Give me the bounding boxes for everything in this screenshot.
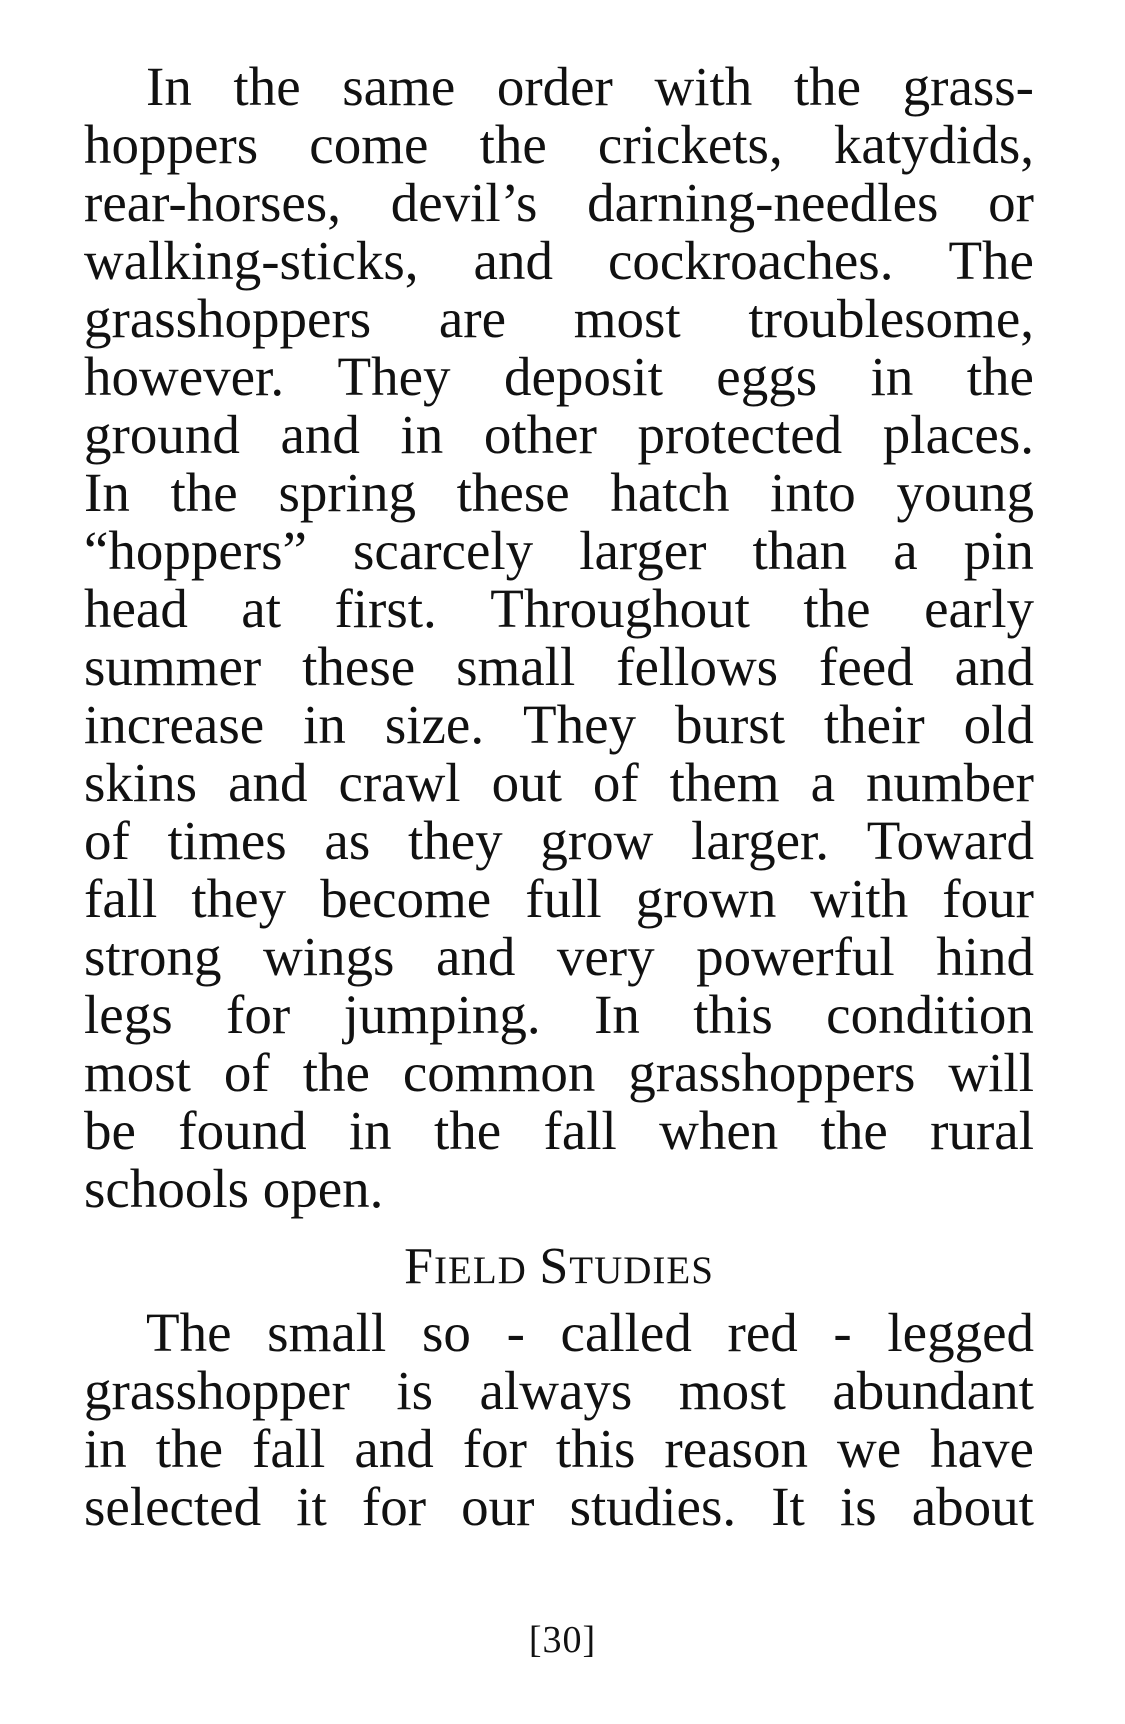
- word: darning-needles: [587, 172, 939, 233]
- word: -: [506, 1302, 525, 1363]
- text-line: [84, 1044, 1034, 1102]
- word: of: [592, 752, 639, 813]
- word: so: [422, 1302, 471, 1363]
- text-line: [84, 406, 1034, 464]
- text-line: [84, 1420, 1034, 1478]
- word: the: [434, 1100, 502, 1161]
- text-line: [84, 1160, 1034, 1218]
- text-line: [84, 116, 1034, 174]
- word: however.: [84, 346, 285, 407]
- word: fall: [543, 1100, 617, 1161]
- word: the: [793, 56, 862, 117]
- word: into: [770, 462, 856, 523]
- word: at: [241, 578, 281, 639]
- word: in: [348, 1100, 392, 1161]
- word: they: [407, 810, 503, 871]
- word: In: [146, 56, 192, 117]
- word: the: [820, 1100, 888, 1161]
- word: most: [84, 1042, 191, 1103]
- word: about: [911, 1476, 1034, 1537]
- text-line: [84, 58, 1034, 116]
- word: crawl: [338, 752, 461, 813]
- word: out: [491, 752, 562, 813]
- word: the: [479, 114, 547, 175]
- word: fellows: [616, 636, 779, 697]
- word: They: [337, 346, 451, 407]
- word: most: [678, 1360, 786, 1421]
- text-line: [84, 1362, 1034, 1420]
- word: hoppers: [84, 114, 259, 175]
- word: and: [473, 230, 553, 291]
- word: is: [839, 1476, 877, 1537]
- word: larger: [579, 520, 707, 581]
- word: is: [396, 1360, 433, 1421]
- text-line: [84, 1102, 1034, 1160]
- word: have: [930, 1418, 1034, 1479]
- word: them: [669, 752, 780, 813]
- word: larger.: [691, 810, 830, 871]
- word: they: [191, 868, 287, 929]
- text-line: [84, 580, 1034, 638]
- word: It: [771, 1476, 805, 1537]
- heading-small-caps: IELD: [434, 1249, 527, 1292]
- word: red: [727, 1302, 798, 1363]
- heading-initial: S: [539, 1238, 570, 1295]
- word: come: [309, 114, 429, 175]
- word: become: [320, 868, 492, 929]
- word: will: [948, 1042, 1034, 1103]
- word: They: [523, 694, 637, 755]
- word: jumping.: [343, 984, 541, 1045]
- word: number: [865, 752, 1034, 813]
- word: wings: [263, 926, 395, 987]
- word: it: [296, 1476, 327, 1537]
- word: small: [456, 636, 576, 697]
- word: places.: [882, 404, 1034, 465]
- word: studies.: [569, 1476, 737, 1537]
- word: or: [988, 172, 1034, 233]
- word: head: [84, 578, 188, 639]
- word: and: [228, 752, 308, 813]
- word: than: [752, 520, 848, 581]
- word: a: [893, 520, 918, 581]
- word: the: [233, 56, 301, 117]
- word: legged: [887, 1302, 1034, 1363]
- word: powerful: [696, 926, 895, 987]
- word: other: [483, 404, 597, 465]
- word: this: [555, 1418, 636, 1479]
- word: first.: [334, 578, 437, 639]
- word: grasshopper: [84, 1360, 350, 1421]
- word: size.: [384, 694, 485, 755]
- word: most: [573, 288, 681, 349]
- text-line: [84, 696, 1034, 754]
- word: skins: [84, 752, 198, 813]
- word: very: [556, 926, 655, 987]
- word: the: [803, 578, 871, 639]
- word: small: [267, 1302, 387, 1363]
- text-line: [84, 232, 1034, 290]
- word: ground: [84, 404, 240, 465]
- word: The: [948, 230, 1034, 291]
- word: this: [693, 984, 773, 1045]
- word: common: [402, 1042, 596, 1103]
- word: deposit: [503, 346, 663, 407]
- word: open.: [262, 1158, 384, 1219]
- text-line: [84, 870, 1034, 928]
- word: four: [942, 868, 1034, 929]
- word: feed: [819, 636, 914, 697]
- word: the: [170, 462, 238, 523]
- word: and: [435, 926, 516, 987]
- text-line: [84, 812, 1034, 870]
- word: crickets,: [597, 114, 783, 175]
- word: order: [496, 56, 613, 117]
- word: and: [354, 1418, 434, 1479]
- word: early: [924, 578, 1034, 639]
- word: In: [84, 462, 130, 523]
- word: reason: [664, 1418, 808, 1479]
- word: the: [966, 346, 1034, 407]
- word: selected: [84, 1476, 262, 1537]
- word: schools: [84, 1158, 249, 1219]
- word: fall: [252, 1418, 326, 1479]
- word: and: [280, 404, 360, 465]
- word: cockroaches.: [607, 230, 894, 291]
- word: spring: [278, 462, 416, 523]
- word: protected: [637, 404, 843, 465]
- word: the: [302, 1042, 370, 1103]
- word: called: [560, 1302, 692, 1363]
- word: condition: [826, 984, 1034, 1045]
- word: these: [456, 462, 570, 523]
- word: katydids,: [833, 114, 1034, 175]
- word: hatch: [610, 462, 730, 523]
- word: grow: [540, 810, 654, 871]
- word: a: [810, 752, 835, 813]
- word: increase: [84, 694, 265, 755]
- word: rural: [930, 1100, 1034, 1161]
- word: eggs: [716, 346, 818, 407]
- word: young: [896, 462, 1034, 523]
- word: with: [654, 56, 753, 117]
- word: summer: [84, 636, 262, 697]
- book-page: [84, 58, 1034, 1536]
- word: old: [963, 694, 1034, 755]
- word: for: [226, 984, 291, 1045]
- word: for: [361, 1476, 427, 1537]
- body-paragraph: [84, 1304, 1034, 1536]
- word: grasshoppers: [84, 288, 372, 349]
- word: strong: [84, 926, 222, 987]
- text-line: [84, 348, 1034, 406]
- word: of: [223, 1042, 270, 1103]
- text-line: [84, 1478, 1034, 1536]
- word: full: [525, 868, 602, 929]
- word: burst: [674, 694, 785, 755]
- word: abundant: [832, 1360, 1034, 1421]
- word: Throughout: [490, 578, 750, 639]
- word: in: [84, 1418, 127, 1479]
- word: times: [167, 810, 287, 871]
- word: in: [870, 346, 914, 407]
- word: their: [823, 694, 925, 755]
- word: pin: [963, 520, 1034, 581]
- word: our: [461, 1476, 535, 1537]
- word: for: [462, 1418, 527, 1479]
- section-heading: [84, 1230, 1034, 1304]
- word: devil’s: [390, 172, 538, 233]
- text-line: [84, 986, 1034, 1044]
- word: these: [302, 636, 416, 697]
- word: found: [178, 1100, 307, 1161]
- text-line: [84, 1304, 1034, 1362]
- text-line: [84, 928, 1034, 986]
- word: grown: [635, 868, 777, 929]
- word: same: [342, 56, 456, 117]
- word: In: [594, 984, 640, 1045]
- word: hind: [936, 926, 1034, 987]
- word: with: [810, 868, 909, 929]
- heading-small-caps: TUDIES: [569, 1249, 714, 1292]
- word: legs: [84, 984, 173, 1045]
- word: and: [954, 636, 1034, 697]
- word: in: [303, 694, 346, 755]
- body-paragraph: [84, 58, 1034, 1218]
- text-line: [84, 754, 1034, 812]
- word: troublesome,: [748, 288, 1034, 349]
- word: Toward: [866, 810, 1034, 871]
- text-line: [84, 290, 1034, 348]
- word: “hoppers”: [84, 520, 307, 581]
- text-line: [84, 638, 1034, 696]
- word: -: [833, 1302, 852, 1363]
- word: we: [836, 1418, 902, 1479]
- heading-initial: F: [404, 1238, 435, 1295]
- text-line: [84, 464, 1034, 522]
- word: fall: [84, 868, 158, 929]
- word: in: [400, 404, 444, 465]
- word: grass-: [902, 56, 1034, 117]
- word: scarcely: [353, 520, 534, 581]
- text-line: [84, 522, 1034, 580]
- text-line: [84, 174, 1034, 232]
- word: walking-sticks,: [84, 230, 419, 291]
- page-number: [30]: [528, 1619, 597, 1661]
- word: are: [438, 288, 506, 349]
- word: grasshoppers: [628, 1042, 916, 1103]
- word: of: [84, 810, 130, 871]
- word: rear-horses,: [84, 172, 341, 233]
- word: always: [479, 1360, 633, 1421]
- word: The: [146, 1302, 232, 1363]
- word: be: [84, 1100, 136, 1161]
- word: the: [155, 1418, 223, 1479]
- word: as: [324, 810, 371, 871]
- word: when: [659, 1100, 779, 1161]
